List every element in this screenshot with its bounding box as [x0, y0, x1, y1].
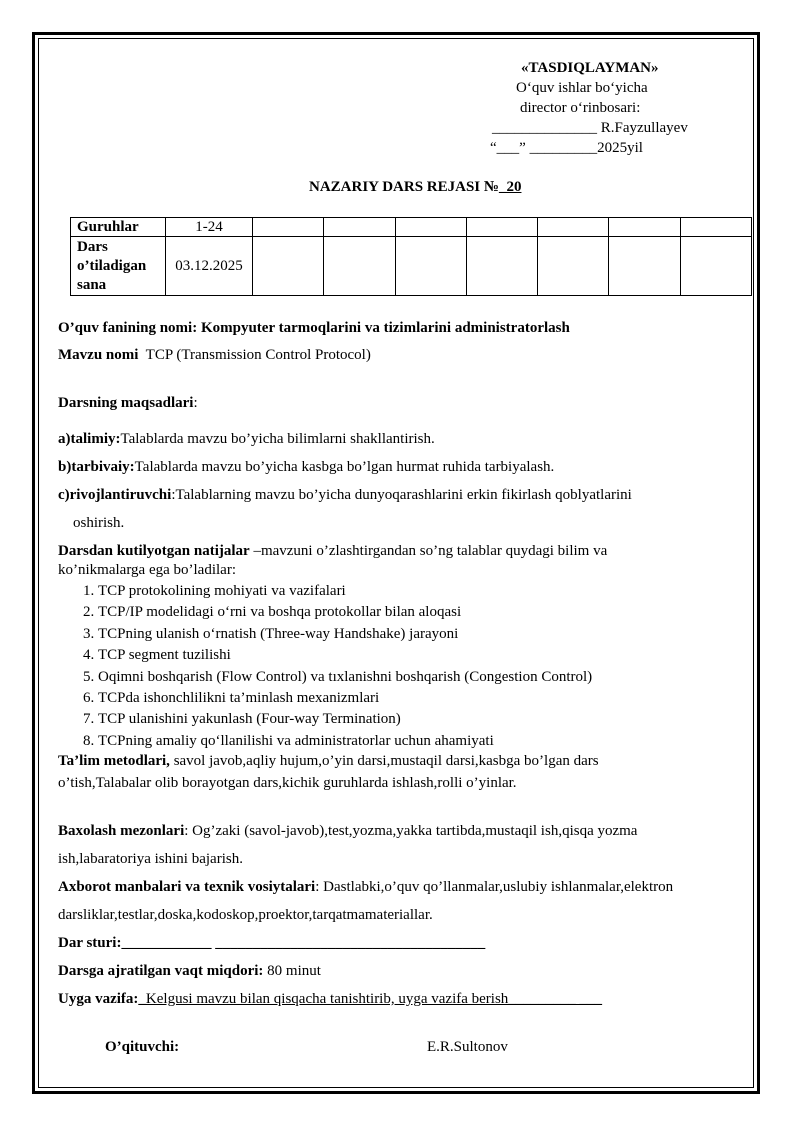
- list-item: 8. TCPning amaliy qo‘llanilishi va administratorlar uchun ahamiyati: [98, 731, 592, 752]
- list-item: 2. TCP/IP modelidagi o‘rni va boshqa protokollar bilan aloqasi: [98, 602, 592, 623]
- goal-c: [58, 486, 632, 504]
- approval-line-1: O‘quv ishlar bo‘yicha: [516, 80, 648, 96]
- results-text-2: ko’nikmalarga ega bo’ladilar:: [58, 562, 236, 578]
- results-label: Darsdan kutilyotgan natijalar: [58, 543, 250, 559]
- empty-cell: [324, 237, 395, 296]
- goal-a-text: Talablarda mavzu bo’yicha bilimlarni shakllantirish.: [120, 431, 435, 447]
- groups-value: 1-24: [166, 218, 253, 237]
- goals-heading-text: Darsning maqsadlari: [58, 395, 194, 411]
- table-row: [71, 237, 752, 296]
- page-title: [309, 178, 521, 196]
- methods-text-1: savol javob,aqliy hujum,o’yin darsi,mustaqil darsi,kasbga bo’lgan dars: [169, 753, 599, 769]
- teacher-name: E.R.Sultonov: [427, 1039, 508, 1055]
- approval-signature-line: ______________ R.Fayzullayev: [492, 120, 688, 136]
- results-list: [58, 581, 592, 752]
- table-row: [71, 218, 752, 237]
- empty-cell: [253, 218, 324, 237]
- list-item: 7. TCP ulanishini yakunlash (Four-way Termination): [98, 709, 592, 730]
- goal-c-label: c)rivojlantiruvchi: [58, 487, 172, 503]
- lesson-type-line: [58, 934, 485, 952]
- topic-label: Mavzu nomi: [58, 347, 139, 363]
- empty-cell: [680, 237, 751, 296]
- homework-label: Uyga vazifa:: [58, 991, 139, 1007]
- duration-label: Darsga ajratilgan vaqt miqdori:: [58, 963, 264, 979]
- duration-value: 80 minut: [263, 963, 321, 979]
- resources-label: Axborot manbalari va texnik vosiytalari: [58, 879, 316, 895]
- goals-heading: [58, 394, 198, 412]
- empty-cell: [466, 237, 537, 296]
- methods-line-1: [58, 752, 599, 770]
- resources-line-1: [58, 878, 673, 896]
- resources-text-2: darsliklar,testlar,doska,kodoskop,proektor,tarqatmamateriallar.: [58, 907, 433, 923]
- groups-label: Guruhlar: [71, 218, 166, 237]
- assessment-text-2: ish,labaratoriya ishini bajarish.: [58, 851, 243, 867]
- goal-a: [58, 430, 435, 448]
- approval-date-line: “___” _________2025yil: [490, 140, 643, 156]
- list-item: 4. TCP segment tuzilishi: [98, 645, 592, 666]
- results-text-1: –mavzuni o’zlashtirgandan so’ng talablar quydagi bilim va: [249, 543, 608, 559]
- empty-cell: [324, 218, 395, 237]
- page-title-text: NAZARIY DARS REJASI №: [309, 179, 499, 195]
- empty-cell: [538, 237, 609, 296]
- empty-cell: [538, 218, 609, 237]
- goal-b-label: b)tarbivaiy:: [58, 459, 135, 475]
- lesson-date-value: 03.12.2025: [166, 237, 253, 296]
- topic-value: TCP (Transmission Control Protocol): [145, 347, 371, 363]
- results-intro: [58, 542, 607, 560]
- empty-cell: [609, 218, 680, 237]
- homework-line: [58, 990, 602, 1008]
- empty-cell: [395, 237, 466, 296]
- resources-text-1: : Dastlabki,o’quv qo’llanmalar,uslubiy ishlanmalar,elektron: [315, 879, 674, 895]
- approval-line-2: director o‘rinbosari:: [520, 100, 641, 116]
- empty-cell: [253, 237, 324, 296]
- goal-b-text: Talablarda mavzu bo’yicha kasbga bo’lgan hurmat ruhida tarbiyalash.: [134, 459, 555, 475]
- assessment-text-1: : Og’zaki (savol-javob),test,yozma,yakka tartibda,mustaqil ish,qisqa yozma: [184, 823, 638, 839]
- empty-cell: [395, 218, 466, 237]
- goal-c-text: :Talablarning mavzu bo’yicha dunyoqarashlarini erkin fikirlash qoblyatlarini: [171, 487, 632, 503]
- list-item: 1. TCP protokolining mohiyati va vazifalari: [98, 581, 592, 602]
- list-item: 3. TCPning ulanish o‘rnatish (Three-way Handshake) jarayoni: [98, 624, 592, 645]
- list-item: 6. TCPda ishonchlilikni ta’minlash mexanizmlari: [98, 688, 592, 709]
- list-item: 5. Oqimni boshqarish (Flow Control) va tıxlanishni boshqarish (Congestion Control): [98, 667, 592, 688]
- goal-b: [58, 458, 554, 476]
- assessment-line-1: [58, 822, 637, 840]
- approval-heading: «TASDIQLAYMAN»: [521, 60, 659, 76]
- goal-c-continuation: oshirish.: [73, 515, 125, 531]
- topic-line: [58, 346, 371, 364]
- lesson-date-label: Dars o’tiladigan sana: [71, 237, 166, 296]
- empty-cell: [680, 218, 751, 237]
- assessment-label: Baxolash mezonlari: [58, 823, 185, 839]
- lesson-type-label: Dar sturi: [58, 935, 117, 951]
- teacher-label: O’qituvchi:: [105, 1039, 180, 1055]
- methods-text-2: o’tish,Talabalar olib borayotgan dars,kichik guruhlarda ishlash,rolli o’yinlar.: [58, 775, 517, 791]
- goals-colon: :: [193, 395, 198, 411]
- goal-a-label: a)talimiy:: [58, 431, 121, 447]
- empty-cell: [609, 237, 680, 296]
- lesson-type-value: :____________ ____________________________________: [116, 935, 486, 951]
- empty-cell: [466, 218, 537, 237]
- duration-line: [58, 962, 321, 980]
- homework-value: _Kelgusi mavzu bilan qisqacha tanishtirib, uyga vazifa berish_________ ___: [138, 991, 603, 1007]
- course-name: O’quv fanining nomi: Kompyuter tarmoqlarini va tizimlarini administratorlash: [58, 320, 570, 336]
- groups-table: [70, 217, 752, 296]
- methods-label: Ta’lim metodlari,: [58, 753, 170, 769]
- lesson-number: _20: [498, 179, 522, 195]
